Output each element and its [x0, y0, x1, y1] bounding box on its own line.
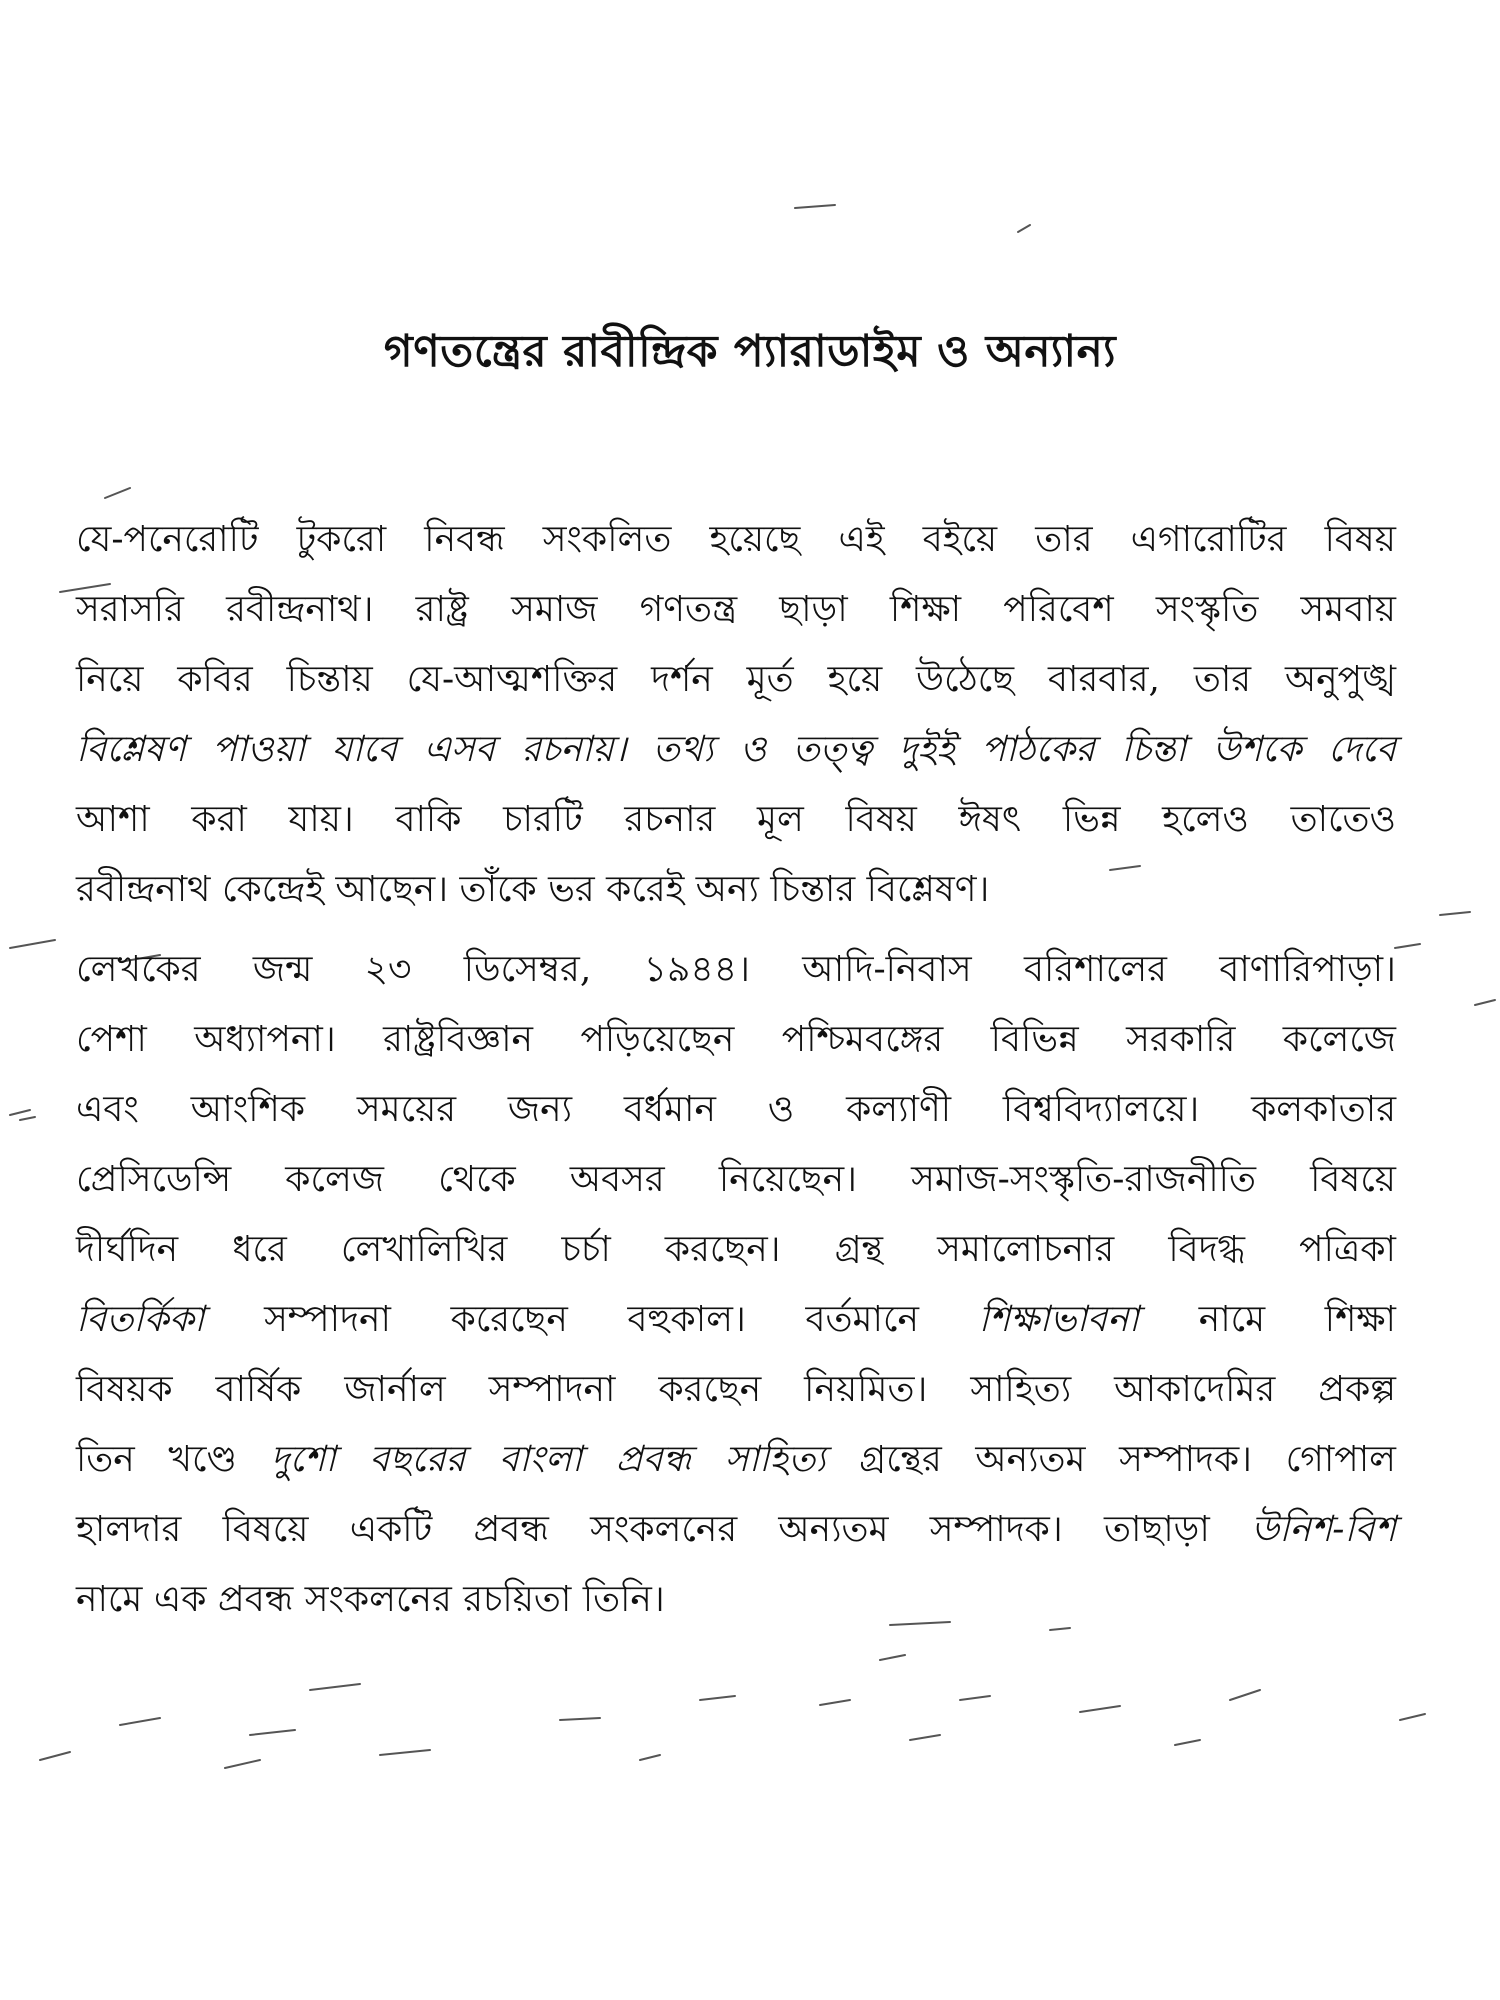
text-segment: তিন খণ্ডে: [76, 1439, 271, 1480]
italic-text-segment: উনিশ-বিশ: [1251, 1509, 1396, 1550]
intro-paragraph: [76, 505, 1396, 925]
italic-text-segment: দুশো বছরের বাংলা প্রবন্ধ সাহিত্য: [270, 1439, 826, 1480]
italic-text-segment: বিতর্কিকা: [76, 1299, 205, 1340]
text-line: [76, 575, 1396, 645]
italic-text-segment: বিশ্লেষণ পাওয়া যাবে এসব রচনায়। তথ্য ও তত্ত্ব দুইই পাঠকের চিন্তা উশকে দেবে: [76, 729, 1396, 770]
text-line: [76, 1075, 1396, 1145]
text-line: [76, 1355, 1396, 1425]
text-segment: নামে শিক্ষা: [1139, 1299, 1396, 1340]
text-line: [76, 1215, 1396, 1285]
text-segment: গ্রন্থের অন্যতম সম্পাদক। গোপাল: [825, 1439, 1396, 1480]
text-line: [76, 785, 1396, 855]
text-line: [76, 855, 1396, 925]
text-line: [76, 715, 1396, 785]
text-segment: প্রেসিডেন্সি কলেজ থেকে অবসর নিয়েছেন। সমাজ-সংস্কৃতি-রাজনীতি বিষয়ে: [76, 1159, 1396, 1200]
text-segment: যে-পনেরোটি টুকরো নিবন্ধ সংকলিত হয়েছে এই বইয়ে তার এগারোটির বিষয়: [76, 519, 1396, 560]
text-segment: লেখকের জন্ম ২৩ ডিসেম্বর, ১৯৪৪। আদি-নিবাস বরিশালের বাণারিপাড়া।: [76, 949, 1396, 990]
text-segment: আশা করা যায়। বাকি চারটি রচনার মূল বিষয় ঈষৎ ভিন্ন হলেও তাতেও: [76, 799, 1396, 840]
text-line: [76, 1285, 1396, 1355]
text-line: [76, 505, 1396, 575]
text-line: [76, 935, 1396, 1005]
text-segment: পেশা অধ্যাপনা। রাষ্ট্রবিজ্ঞান পড়িয়েছেন পশ্চিমবঙ্গের বিভিন্ন সরকারি কলেজে: [76, 1019, 1396, 1060]
text-segment: এবং আংশিক সময়ের জন্য বর্ধমান ও কল্যাণী বিশ্ববিদ্যালয়ে। কলকাতার: [76, 1089, 1396, 1130]
page-title: গণতন্ত্রের রাবীন্দ্রিক প্যারাডাইম ও অন্যান্য: [383, 326, 1117, 377]
text-segment: সম্পাদনা করেছেন বহুকাল। বর্তমানে: [204, 1299, 979, 1340]
text-segment: বিষয়ক বার্ষিক জার্নাল সম্পাদনা করছেন নিয়মিত। সাহিত্য আকাদেমির প্রকল্প: [76, 1369, 1396, 1410]
text-line: [76, 1425, 1396, 1495]
text-line: [76, 645, 1396, 715]
text-segment: সরাসরি রবীন্দ্রনাথ। রাষ্ট্র সমাজ গণতন্ত্র ছাড়া শিক্ষা পরিবেশ সংস্কৃতি সমবায়: [76, 589, 1396, 630]
text-segment: রবীন্দ্রনাথ কেন্দ্রেই আছেন। তাঁকে ভর করেই অন্য চিন্তার বিশ্লেষণ।: [76, 869, 990, 910]
text-line: [76, 1145, 1396, 1215]
text-line: [76, 1565, 1396, 1635]
author-bio-paragraph: [76, 935, 1396, 1635]
text-segment: হালদার বিষয়ে একটি প্রবন্ধ সংকলনের অন্যতম সম্পাদক। তাছাড়া: [76, 1509, 1252, 1550]
text-line: [76, 1005, 1396, 1075]
text-line: [76, 1495, 1396, 1565]
text-segment: দীর্ঘদিন ধরে লেখালিখির চর্চা করছেন। গ্রন্থ সমালোচনার বিদগ্ধ পত্রিকা: [76, 1229, 1396, 1270]
text-segment: নিয়ে কবির চিন্তায় যে-আত্মশক্তির দর্শন মূর্ত হয়ে উঠেছে বারবার, তার অনুপুঙ্খ: [76, 659, 1396, 700]
text-segment: নামে এক প্রবন্ধ সংকলনের রচয়িতা তিনি।: [76, 1579, 665, 1620]
italic-text-segment: শিক্ষাভাবনা: [978, 1299, 1140, 1340]
